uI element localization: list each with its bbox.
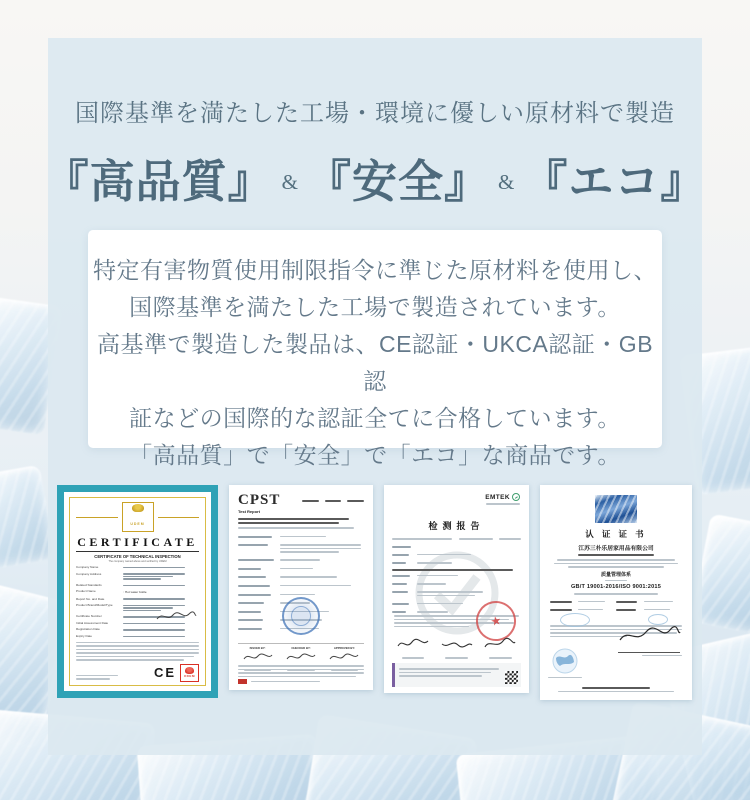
field-label: Initial Assessment Date bbox=[76, 620, 109, 625]
udem-fine-print bbox=[76, 642, 199, 661]
field-value bbox=[120, 635, 199, 638]
field-value: : Hot water bottle bbox=[123, 590, 147, 595]
udem-footer-lines bbox=[76, 673, 118, 682]
field-label: Company Name bbox=[76, 565, 99, 569]
ampersand: & bbox=[498, 169, 515, 194]
udem-inner bbox=[69, 497, 206, 686]
udem-field-row bbox=[76, 566, 199, 569]
ce-mark-icon: CE bbox=[153, 665, 176, 681]
field-value bbox=[120, 573, 199, 581]
udem-field-row bbox=[76, 628, 199, 631]
section-subtitle: 国際基準を満たした工場・環境に優しい原材料で製造 bbox=[75, 100, 675, 127]
title-quality: 『高品質』 bbox=[43, 156, 274, 207]
signoff-label: CHECKED BY: bbox=[291, 646, 311, 650]
iso-signature bbox=[618, 626, 682, 658]
udem-field-row bbox=[76, 590, 199, 594]
certificate-iso bbox=[540, 485, 692, 700]
cpst-report-meta bbox=[302, 498, 364, 504]
description-line: 特定有害物質使用制限指令に準じた原材料を使用し、 bbox=[93, 257, 657, 283]
description-line: 高基準で製造した製品は、CE認証・UKCA認証・GB認 bbox=[96, 331, 654, 394]
stamp-oval-icon bbox=[560, 613, 590, 627]
emtek-logo bbox=[485, 493, 520, 507]
udem-logo-text: UDEM bbox=[130, 522, 145, 526]
field-label: Registration Date bbox=[76, 627, 100, 632]
iso-certificate-title: 认 证 证 书 bbox=[585, 529, 647, 539]
description-text bbox=[88, 230, 662, 474]
field-label: Certificate Number bbox=[76, 614, 102, 619]
signature-icon bbox=[328, 651, 360, 663]
iso-company-name: 江苏三朴乐居家用品有限公司 bbox=[578, 546, 654, 552]
section-title bbox=[43, 141, 707, 213]
blue-stamp-icon bbox=[282, 597, 320, 635]
udem-logo-icon bbox=[122, 502, 154, 532]
iso-standard: GB/T 19001-2016/ISO 9001:2015 bbox=[570, 584, 662, 590]
iso-system-label: 质量管理体系 bbox=[600, 571, 631, 578]
description-line: 証などの国際的な認証全てに合格しています。 bbox=[129, 405, 621, 431]
field-label: Report No. and Date bbox=[76, 596, 105, 601]
signature-icon bbox=[285, 651, 317, 663]
cpst-applicant-lines bbox=[238, 518, 364, 529]
emtek-check-icon bbox=[512, 493, 520, 501]
description-box bbox=[88, 230, 662, 468]
emtek-logo-text: EMTEK bbox=[485, 493, 510, 501]
field-label: Company Address bbox=[76, 571, 102, 576]
title-safety: 『安全』 bbox=[306, 156, 491, 207]
iso-issuer-line bbox=[550, 685, 682, 695]
udem-field-row bbox=[76, 573, 199, 581]
udem-field-row bbox=[76, 598, 199, 601]
emtek-signatures bbox=[394, 637, 519, 660]
stamp-oval-icon bbox=[648, 614, 668, 625]
field-label: Expiry Date bbox=[76, 633, 92, 638]
description-line: 「高品質」で「安全」で「エコ」な商品です。 bbox=[129, 442, 621, 468]
emtek-footer bbox=[392, 663, 521, 687]
signature-icon bbox=[483, 637, 517, 651]
certificate-emtek bbox=[384, 485, 529, 693]
udem-fields bbox=[76, 566, 199, 638]
signature-icon bbox=[440, 637, 474, 651]
udem-certificate-subtitle: CERTIFICATE OF TECHNICAL INSPECTION bbox=[94, 554, 181, 559]
stamp-star-glyph: ★ bbox=[489, 613, 503, 629]
field-value bbox=[120, 584, 199, 587]
field-label: Product Brand/Model/Type bbox=[76, 603, 113, 608]
certificate-cpst bbox=[229, 485, 373, 690]
globe-icon bbox=[552, 648, 578, 674]
udem-red-logo-icon bbox=[180, 664, 199, 682]
signature-icon bbox=[618, 626, 682, 646]
udem-field-row bbox=[76, 584, 199, 587]
iso-emblem-image bbox=[595, 495, 637, 523]
signature-icon bbox=[396, 637, 430, 651]
emtek-report-title: 检测报告 bbox=[428, 521, 485, 531]
emtek-meta-row bbox=[392, 538, 521, 540]
certificates-row bbox=[57, 485, 697, 700]
udem-emblem-row bbox=[76, 502, 199, 532]
ampersand: & bbox=[281, 169, 298, 194]
certificate-udem bbox=[57, 485, 218, 698]
description-line: 国際基準を満たした工場で製造されています。 bbox=[129, 294, 621, 320]
signoff-label: APPROVED BY: bbox=[333, 646, 355, 650]
field-value bbox=[120, 598, 199, 601]
udem-red-logo-text: UDEM bbox=[183, 674, 196, 679]
signature-icon bbox=[155, 609, 197, 623]
cpst-footer bbox=[238, 663, 364, 684]
qr-code-icon bbox=[505, 671, 518, 684]
cpst-report-title: Test Report bbox=[238, 509, 260, 514]
signature-icon bbox=[242, 651, 274, 663]
title-eco: 『エコ』 bbox=[522, 156, 707, 207]
udem-certificate-title: CERTIFICATE bbox=[76, 535, 199, 552]
field-value bbox=[120, 628, 199, 631]
content-panel bbox=[43, 38, 707, 755]
field-label: Product Name bbox=[76, 589, 96, 594]
field-value bbox=[120, 566, 199, 569]
udem-field-row bbox=[76, 635, 199, 638]
cpst-footer-logo-icon bbox=[238, 679, 247, 684]
signoff-label: ISSUED BY: bbox=[249, 646, 266, 650]
udem-footer bbox=[76, 664, 199, 682]
field-label: Related Standards bbox=[76, 582, 102, 587]
cpst-logo-text: CPST bbox=[238, 492, 281, 508]
udem-page bbox=[64, 492, 211, 691]
udem-certificate-note: The company named above and verified by UDEM bbox=[108, 560, 167, 563]
